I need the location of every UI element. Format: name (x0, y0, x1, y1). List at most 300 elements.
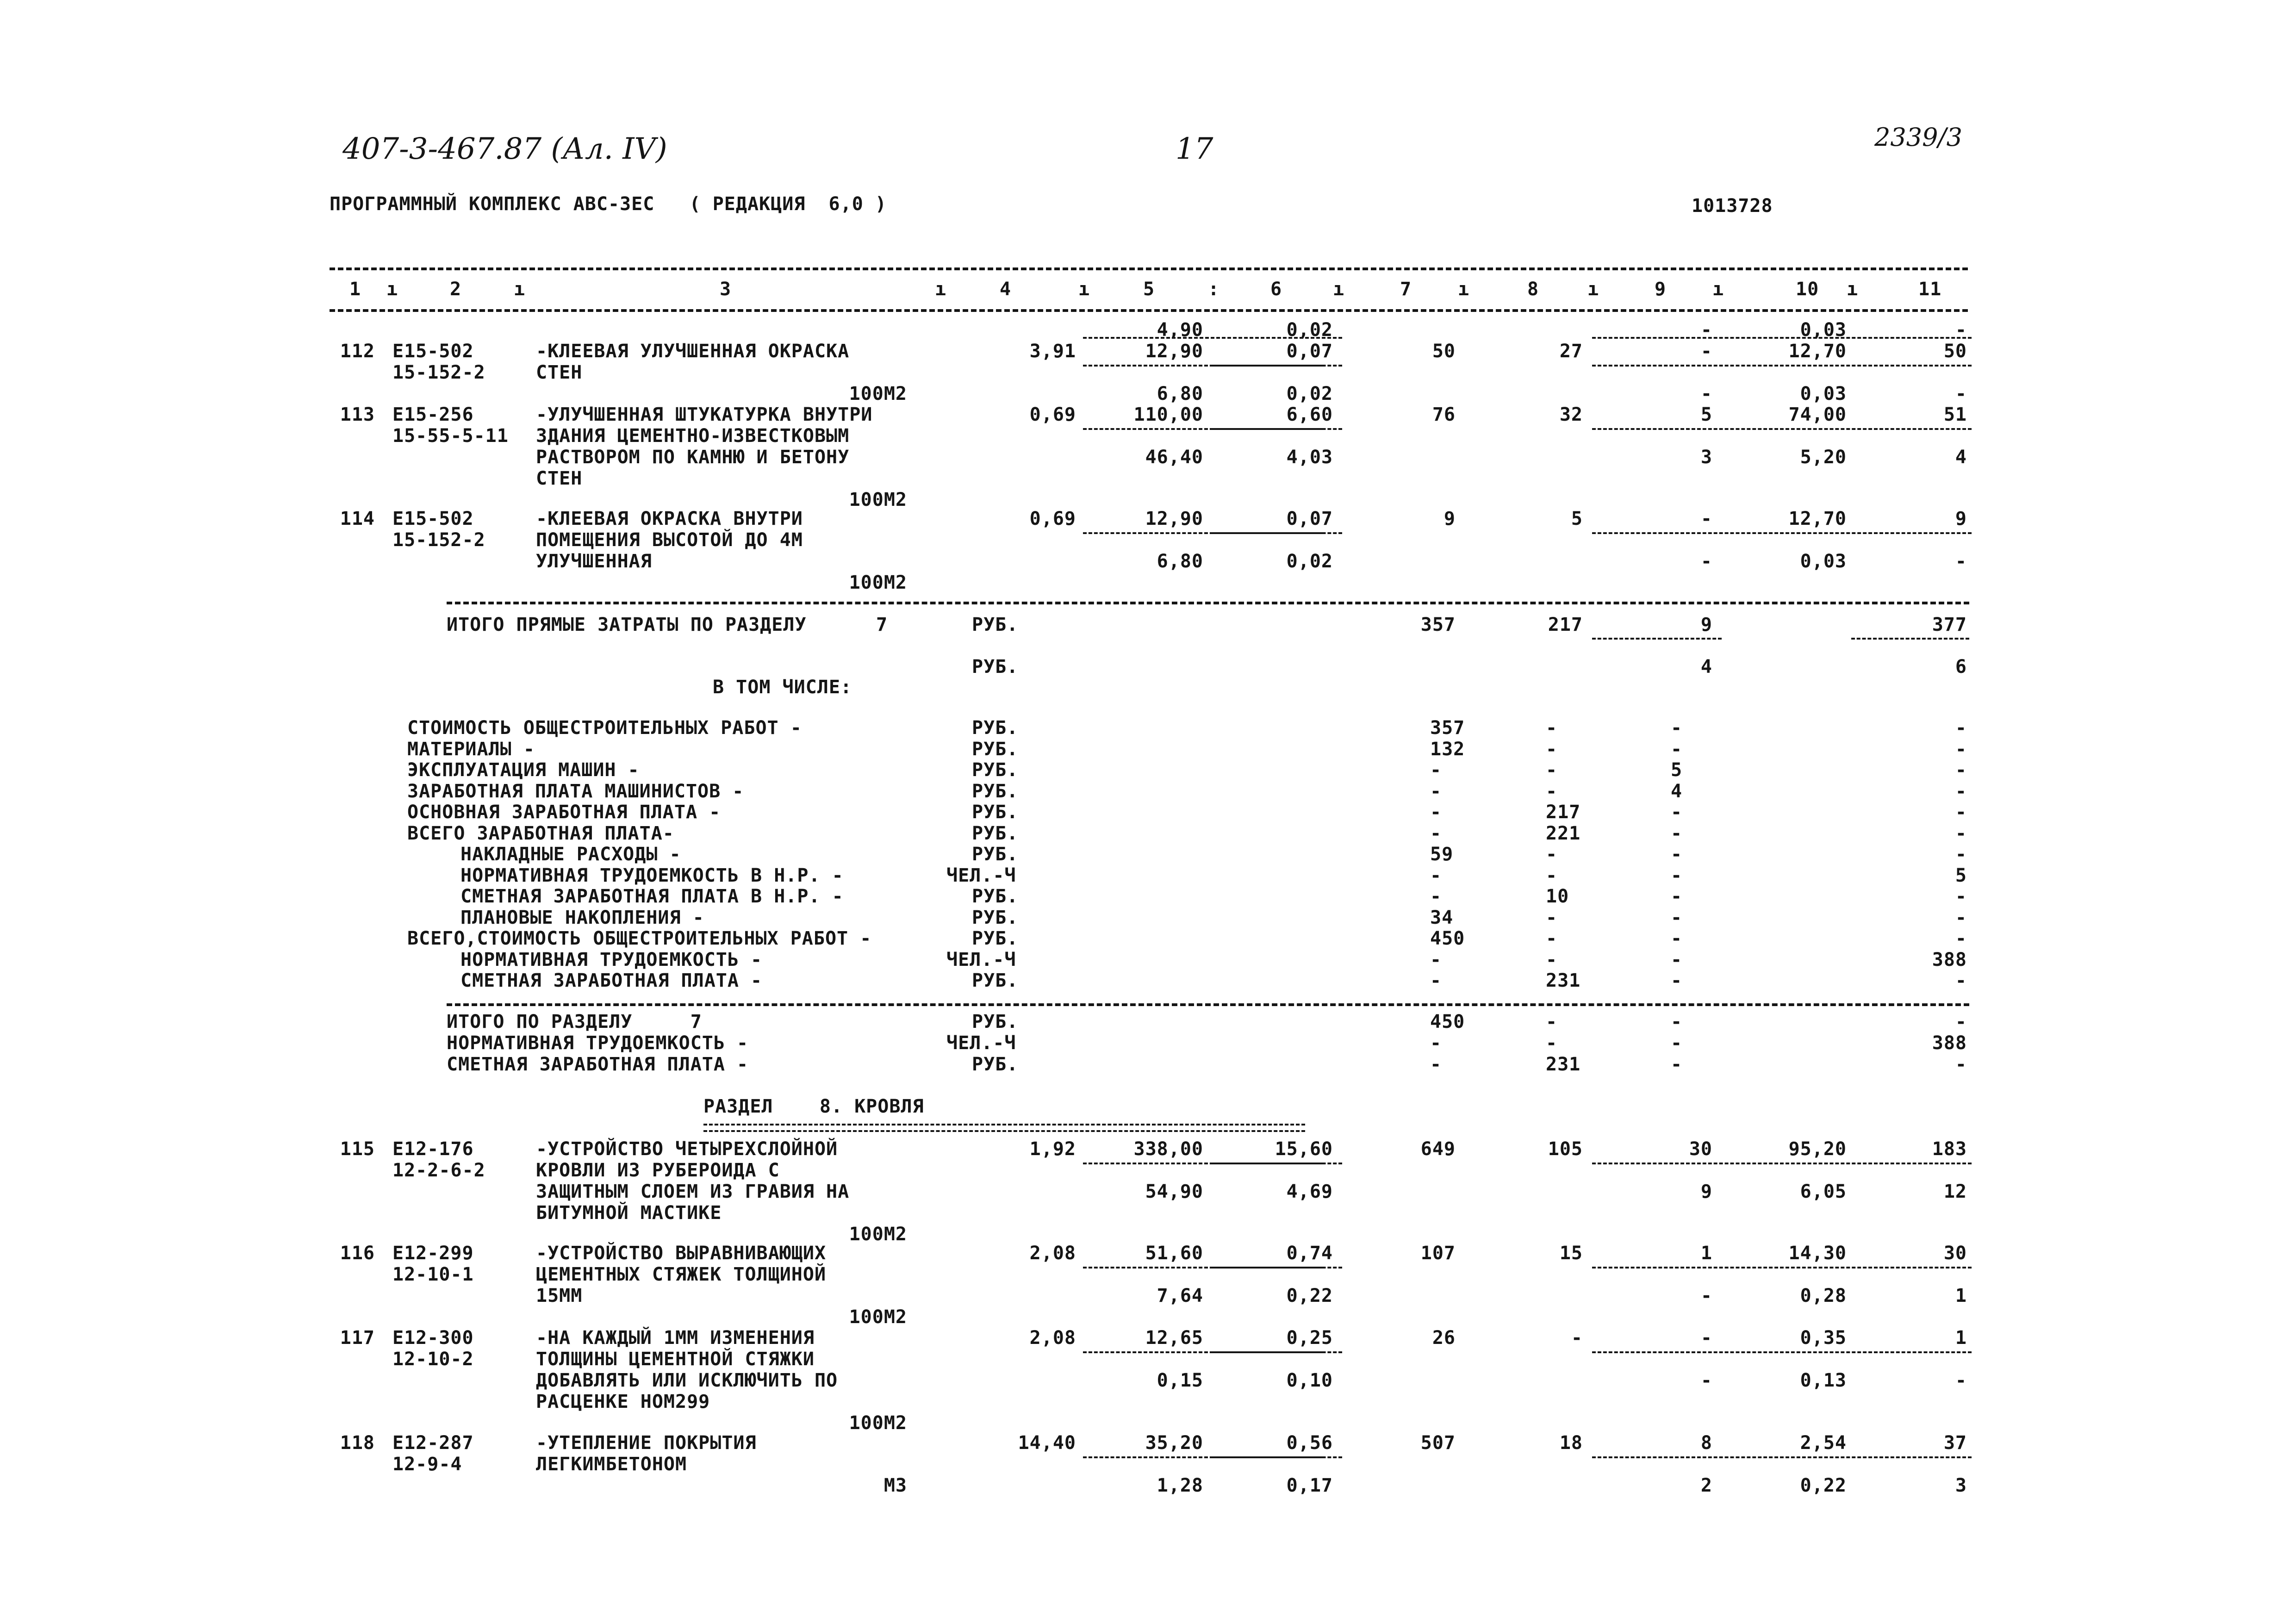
section-total-wage: - (1546, 1011, 1558, 1032)
item-col11-sub: - (1955, 1370, 1967, 1391)
cost-divider-rule (1592, 532, 1972, 534)
section-total-label: НОРМАТИВНАЯ ТРУДОЕМКОСТЬ - (447, 1032, 749, 1054)
column-header-5: 5 (1143, 279, 1155, 300)
column-separator: ı (514, 279, 526, 300)
breakdown-label: НАКЛАДНЫЕ РАСХОДЫ - (460, 844, 681, 865)
section-total-unit: ЧЕЛ.-Ч (946, 1032, 1016, 1054)
breakdown-unit: РУБ. (972, 780, 1019, 802)
item-col11: 37 (1943, 1432, 1967, 1454)
item-unit-price: 35,20 (1145, 1432, 1203, 1454)
breakdown-machines: - (1671, 886, 1683, 907)
item-machines-sub: 2 (1700, 1475, 1712, 1496)
section-total-unit: РУБ. (972, 1054, 1019, 1075)
total-machines-sub: 4 (1700, 656, 1712, 678)
price-divider-rule (1213, 1267, 1342, 1269)
item-code: Е12-287 (392, 1432, 474, 1454)
item-col11-sub: 4 (1955, 447, 1967, 468)
column-header-10: 10 (1796, 279, 1819, 300)
price-divider-rule (1213, 1456, 1342, 1458)
breakdown-machines: - (1671, 738, 1683, 760)
breakdown-wage: - (1546, 844, 1558, 865)
breakdown-wage: - (1546, 864, 1558, 886)
item-description-line: УЛУЧШЕННАЯ (536, 551, 652, 572)
item-machines: - (1700, 341, 1712, 362)
cost-divider-rule (1592, 1267, 1972, 1269)
column-separator: ı (935, 279, 947, 300)
breakdown-label: НОРМАТИВНАЯ ТРУДОЕМКОСТЬ - (460, 949, 763, 970)
item-quantity: 2,08 (1029, 1327, 1076, 1349)
item-machines: 8 (1700, 1432, 1712, 1454)
item-quantity: 1,92 (1029, 1138, 1076, 1160)
item-description-line: РАСЦЕНКЕ НОМ299 (536, 1391, 710, 1412)
breakdown-unit: РУБ. (972, 717, 1019, 739)
breakdown-wage: 221 (1546, 822, 1581, 844)
breakdown-cost: - (1430, 759, 1442, 781)
item-machines-sub: 9 (1700, 1181, 1712, 1202)
breakdown-cost: - (1430, 822, 1442, 844)
breakdown-col11: - (1955, 844, 1967, 865)
item-wage-price: 0,07 (1286, 508, 1333, 529)
item-unit-price: 51,60 (1145, 1243, 1203, 1264)
price-divider-rule (1083, 337, 1342, 339)
item-unit: 100М2 (849, 1224, 907, 1245)
breakdown-label: ОСНОВНАЯ ЗАРАБОТНАЯ ПЛАТА - (407, 802, 721, 823)
column-header-7: 7 (1400, 279, 1412, 300)
item-description-line: РАСТВОРОМ ПО КАМНЮ И БЕТОНУ (536, 447, 850, 468)
item-total-cost: 76 (1432, 404, 1456, 425)
item-col10: 95,20 (1788, 1138, 1847, 1160)
total-wage: 217 (1548, 614, 1583, 635)
total-col11-sub: 6 (1955, 656, 1967, 678)
item-unit-price-sub: 6,80 (1157, 551, 1203, 572)
column-separator: ı (1847, 279, 1859, 300)
breakdown-cost: - (1430, 970, 1442, 991)
item-machines-top: - (1700, 319, 1712, 341)
price-divider-rule (1213, 365, 1342, 367)
breakdown-cost: - (1430, 949, 1442, 970)
section-total-col11: - (1955, 1011, 1967, 1032)
item-wage-price: 15,60 (1275, 1138, 1333, 1160)
item-quantity: 3,91 (1029, 341, 1076, 362)
item-total-cost: 649 (1420, 1138, 1456, 1160)
item-code: Е12-300 (392, 1327, 474, 1349)
breakdown-cost: - (1430, 886, 1442, 907)
item-description-line: 15ММ (536, 1285, 583, 1306)
column-header-2: 2 (450, 279, 462, 300)
price-divider-rule (1213, 428, 1342, 430)
item-description-line: -УСТРОЙСТВО ВЫРАВНИВАЮЩИХ (536, 1243, 827, 1264)
breakdown-unit: РУБ. (972, 802, 1019, 823)
item-machines: 30 (1689, 1138, 1712, 1160)
item-number: 114 (340, 508, 375, 529)
breakdown-wage: - (1546, 907, 1558, 928)
item-col11-sub: 12 (1943, 1181, 1967, 1202)
breakdown-col11: - (1955, 738, 1967, 760)
item-description-line: -УТЕПЛЕНИЕ ПОКРЫТИЯ (536, 1432, 757, 1454)
breakdown-unit: РУБ. (972, 970, 1019, 991)
item-description-line: -КЛЕЕВАЯ ОКРАСКА ВНУТРИ (536, 508, 803, 529)
item-number: 112 (340, 341, 375, 362)
breakdown-col11: - (1955, 928, 1967, 949)
item-wage-price: 0,07 (1286, 341, 1333, 362)
price-divider-rule (1213, 532, 1342, 534)
item-col10: 74,00 (1788, 404, 1847, 425)
item-number: 117 (340, 1327, 375, 1349)
section-8-double-rule (703, 1124, 1305, 1132)
breakdown-machines: - (1671, 970, 1683, 991)
item-total-cost: 26 (1432, 1327, 1456, 1349)
section-total-label: ИТОГО ПО РАЗДЕЛУ 7 (447, 1011, 702, 1032)
breakdown-label: ВСЕГО,СТОИМОСТЬ ОБЩЕСТРОИТЕЛЬНЫХ РАБОТ - (407, 928, 872, 949)
breakdown-wage: 217 (1546, 802, 1581, 823)
breakdown-machines: - (1671, 822, 1683, 844)
column-separator: ı (1458, 279, 1470, 300)
item-description-line: -УСТРОЙСТВО ЧЕТЫРЕХСЛОЙНОЙ (536, 1138, 838, 1160)
item-machines-sub: - (1700, 551, 1712, 572)
item-ref: 15-55-5-11 (392, 425, 509, 447)
item-unit-price-sub: 7,64 (1157, 1285, 1203, 1306)
item-total-wage: 18 (1559, 1432, 1583, 1454)
item-wage-price-top: 0,02 (1286, 319, 1333, 341)
item-total-cost: 107 (1420, 1243, 1456, 1264)
breakdown-unit: ЧЕЛ.-Ч (946, 864, 1016, 886)
item-code: Е12-176 (392, 1138, 474, 1160)
cost-divider-rule (1592, 1351, 1972, 1353)
item-code: Е12-299 (392, 1243, 474, 1264)
item-total-wage: 27 (1559, 341, 1583, 362)
breakdown-unit: РУБ. (972, 844, 1019, 865)
item-description-line: КРОВЛИ ИЗ РУБЕРОИДА С (536, 1160, 780, 1181)
item-col11-top: - (1955, 319, 1967, 341)
item-description-line: ЦЕМЕНТНЫХ СТЯЖЕК ТОЛЩИНОЙ (536, 1264, 827, 1285)
item-unit-price: 12,65 (1145, 1327, 1203, 1349)
breakdown-cost: 357 (1430, 717, 1465, 739)
item-col11-sub: - (1955, 383, 1967, 404)
breakdown-machines: - (1671, 864, 1683, 886)
item-col11: 50 (1943, 341, 1967, 362)
item-machines: 5 (1700, 404, 1712, 425)
item-col10-sub: 0,22 (1800, 1475, 1847, 1496)
item-unit-price: 110,00 (1133, 404, 1203, 425)
breakdown-col11: - (1955, 802, 1967, 823)
breakdown-col11: 5 (1955, 864, 1967, 886)
item-unit-price: 12,90 (1145, 341, 1203, 362)
item-quantity: 0,69 (1029, 404, 1076, 425)
breakdown-machines: 4 (1671, 780, 1683, 802)
item-description-line: ТОЛЩИНЫ ЦЕМЕНТНОЙ СТЯЖКИ (536, 1349, 815, 1370)
item-col11: 9 (1955, 508, 1967, 529)
item-description-line: ЛЕГКИМБЕТОНОМ (536, 1454, 687, 1475)
breakdown-wage: 10 (1546, 886, 1569, 907)
item-quantity: 2,08 (1029, 1243, 1076, 1264)
column-separator: ı (1078, 279, 1090, 300)
breakdown-machines: - (1671, 907, 1683, 928)
item-col11: 30 (1943, 1243, 1967, 1264)
item-wage-price: 0,56 (1286, 1432, 1333, 1454)
item-description-line: СТЕН (536, 362, 583, 383)
item-unit: 100М2 (849, 489, 907, 510)
item-col11-sub: 3 (1955, 1475, 1967, 1496)
item-unit: М3 (884, 1475, 907, 1496)
item-number: 115 (340, 1138, 375, 1160)
item-wage-price: 0,25 (1286, 1327, 1333, 1349)
item-unit-price-sub: 6,80 (1157, 383, 1203, 404)
column-header-bottom-rule (330, 309, 1968, 312)
handwritten-sheet-ref: 2339/3 (1874, 123, 1962, 152)
item-number: 113 (340, 404, 375, 425)
item-description-line: -УЛУЧШЕННАЯ ШТУКАТУРКА ВНУТРИ (536, 404, 873, 425)
item-total-cost: 507 (1420, 1432, 1456, 1454)
item-wage-price-sub: 4,69 (1286, 1181, 1333, 1202)
total-sub-rule (1592, 638, 1722, 640)
cost-divider-rule (1592, 428, 1972, 430)
breakdown-col11: - (1955, 970, 1967, 991)
column-header-9: 9 (1655, 279, 1667, 300)
section-8-heading: РАЗДЕЛ 8. КРОВЛЯ (703, 1096, 924, 1117)
item-col10: 2,54 (1800, 1432, 1847, 1454)
total-machines: 9 (1700, 614, 1712, 635)
item-wage-price: 0,74 (1286, 1243, 1333, 1264)
breakdown-wage: - (1546, 738, 1558, 760)
item-quantity: 14,40 (1018, 1432, 1076, 1454)
item-col11: 1 (1955, 1327, 1967, 1349)
item-description-line: ЗАЩИТНЫМ СЛОЕМ ИЗ ГРАВИЯ НА (536, 1181, 850, 1202)
cost-divider-rule (1592, 365, 1972, 367)
table-top-rule (330, 267, 1968, 270)
item-description-line: СТЕН (536, 468, 583, 489)
item-description-line: БИТУМНОЙ МАСТИКЕ (536, 1202, 722, 1224)
total-cost: 357 (1420, 614, 1456, 635)
item-col10: 0,35 (1800, 1327, 1847, 1349)
breakdown-col11: - (1955, 907, 1967, 928)
cost-divider-rule (1592, 337, 1972, 339)
breakdown-label: ВСЕГО ЗАРАБОТНАЯ ПЛАТА- (407, 822, 674, 844)
breakdown-machines: - (1671, 928, 1683, 949)
breakdown-machines: 5 (1671, 759, 1683, 781)
column-header-3: 3 (720, 279, 732, 300)
item-total-wage: 15 (1559, 1243, 1583, 1264)
item-unit-price-sub: 54,90 (1145, 1181, 1203, 1202)
item-description-line: ПОМЕЩЕНИЯ ВЫСОТОЙ ДО 4М (536, 529, 803, 551)
breakdown-col11: - (1955, 780, 1967, 802)
item-unit: 100М2 (849, 1412, 907, 1434)
item-machines: 1 (1700, 1243, 1712, 1264)
item-number: 118 (340, 1432, 375, 1454)
breakdown-col11: - (1955, 717, 1967, 739)
item-description-line: ЗДАНИЯ ЦЕМЕНТНО-ИЗВЕСТКОВЫМ (536, 425, 850, 447)
breakdown-machines: - (1671, 802, 1683, 823)
breakdown-label: ЭКСПЛУАТАЦИЯ МАШИН - (407, 759, 640, 781)
item-total-cost: 50 (1432, 341, 1456, 362)
item-unit-price: 12,90 (1145, 508, 1203, 529)
item-ref: 12-9-4 (392, 1454, 462, 1475)
breakdown-cost: - (1430, 864, 1442, 886)
item-col10: 14,30 (1788, 1243, 1847, 1264)
item-total-wage: 105 (1548, 1138, 1583, 1160)
item-wage-price-sub: 0,02 (1286, 383, 1333, 404)
total-label: ИТОГО ПРЯМЫЕ ЗАТРАТЫ ПО РАЗДЕЛУ 7 (447, 614, 888, 635)
breakdown-wage: - (1546, 928, 1558, 949)
section-total-unit: РУБ. (972, 1011, 1019, 1032)
section-total-machines: - (1671, 1054, 1683, 1075)
breakdown-wage: - (1546, 780, 1558, 802)
total-unit: РУБ. (972, 614, 1019, 635)
column-separator: ı (1333, 279, 1345, 300)
item-col10-sub: 5,20 (1800, 447, 1847, 468)
item-description-line: ДОБАВЛЯТЬ ИЛИ ИСКЛЮЧИТЬ ПО (536, 1370, 838, 1391)
section-total-cost: - (1430, 1054, 1442, 1075)
item-total-wage: - (1571, 1327, 1583, 1349)
breakdown-col11: - (1955, 822, 1967, 844)
breakdown-unit: РУБ. (972, 886, 1019, 907)
item-col10-sub: 6,05 (1800, 1181, 1847, 1202)
column-separator: ı (1587, 279, 1599, 300)
item-quantity: 0,69 (1029, 508, 1076, 529)
item-wage-price-sub: 0,22 (1286, 1285, 1333, 1306)
breakdown-cost: 450 (1430, 928, 1465, 949)
breakdown-machines: - (1671, 717, 1683, 739)
column-separator: ı (386, 279, 398, 300)
breakdown-label: СМЕТНАЯ ЗАРАБОТНАЯ ПЛАТА - (460, 970, 763, 991)
section-total-label: СМЕТНАЯ ЗАРАБОТНАЯ ПЛАТА - (447, 1054, 749, 1075)
section-total-rule (447, 1003, 1969, 1006)
program-header: ПРОГРАММНЫЙ КОМПЛЕКС АВС-3ЕС ( РЕДАКЦИЯ 6,0 ) (330, 193, 887, 215)
item-unit-price: 338,00 (1133, 1138, 1203, 1160)
column-header-11: 11 (1918, 279, 1942, 300)
breakdown-wage: - (1546, 717, 1558, 739)
breakdown-label: СТОИМОСТЬ ОБЩЕСТРОИТЕЛЬНЫХ РАБОТ - (407, 717, 802, 739)
breakdown-label: СМЕТНАЯ ЗАРАБОТНАЯ ПЛАТА В Н.Р. - (460, 886, 844, 907)
item-machines-sub: 3 (1700, 447, 1712, 468)
breakdown-unit: РУБ. (972, 822, 1019, 844)
section-total-col11: - (1955, 1054, 1967, 1075)
item-wage-price-sub: 0,02 (1286, 551, 1333, 572)
item-code: Е15-502 (392, 341, 474, 362)
item-unit: 100М2 (849, 1306, 907, 1328)
item-col11: 51 (1943, 404, 1967, 425)
breakdown-col11: - (1955, 886, 1967, 907)
section-total-cost: 450 (1430, 1011, 1465, 1032)
price-divider-rule (1213, 1351, 1342, 1353)
item-ref: 12-10-1 (392, 1264, 474, 1285)
item-total-wage: 32 (1559, 404, 1583, 425)
item-wage-price-sub: 4,03 (1286, 447, 1333, 468)
cost-divider-rule (1592, 1456, 1972, 1458)
section-total-cost: - (1430, 1032, 1442, 1054)
breakdown-label: МАТЕРИАЛЫ - (407, 738, 535, 760)
item-ref: 15-152-2 (392, 529, 485, 551)
breakdown-cost: 59 (1430, 844, 1454, 865)
breakdown-machines: - (1671, 844, 1683, 865)
breakdown-unit: ЧЕЛ.-Ч (946, 949, 1016, 970)
item-number: 116 (340, 1243, 375, 1264)
breakdown-label: ЗАРАБОТНАЯ ПЛАТА МАШИНИСТОВ - (407, 780, 744, 802)
handwritten-page-number: 17 (1176, 132, 1213, 166)
item-machines: - (1700, 1327, 1712, 1349)
breakdown-cost: 34 (1430, 907, 1454, 928)
cost-divider-rule (1592, 1163, 1972, 1164)
breakdown-cost: - (1430, 802, 1442, 823)
section-total-col11: 388 (1932, 1032, 1967, 1054)
item-unit: 100М2 (849, 572, 907, 593)
item-machines-sub: - (1700, 383, 1712, 404)
item-unit-price-top: 4,90 (1157, 319, 1203, 341)
item-ref: 12-2-6-2 (392, 1160, 485, 1181)
item-code: Е15-256 (392, 404, 474, 425)
item-description-line: -КЛЕЕВАЯ УЛУЧШЕННАЯ ОКРАСКА (536, 341, 850, 362)
item-unit: 100М2 (849, 383, 907, 404)
item-col10-sub: 0,28 (1800, 1285, 1847, 1306)
breakdown-wage: 231 (1546, 970, 1581, 991)
item-col11-sub: 1 (1955, 1285, 1967, 1306)
document-id: 1013728 (1692, 195, 1773, 217)
item-col11: 183 (1932, 1138, 1967, 1160)
item-wage-price-sub: 0,17 (1286, 1475, 1333, 1496)
breakdown-machines: - (1671, 949, 1683, 970)
section-total-machines: - (1671, 1011, 1683, 1032)
breakdown-cost: 132 (1430, 738, 1465, 760)
item-col10-sub: 0,03 (1800, 383, 1847, 404)
item-code: Е15-502 (392, 508, 474, 529)
item-machines-sub: - (1700, 1285, 1712, 1306)
breakdown-col11: 388 (1932, 949, 1967, 970)
column-header-6: 6 (1270, 279, 1282, 300)
column-header-8: 8 (1527, 279, 1539, 300)
item-col10: 12,70 (1788, 508, 1847, 529)
total-sub-rule (1851, 638, 1969, 640)
breakdown-unit: РУБ. (972, 738, 1019, 760)
item-total-cost: 9 (1444, 508, 1456, 529)
price-divider-rule (1213, 1163, 1342, 1164)
item-ref: 15-152-2 (392, 362, 485, 383)
item-col10-sub: 0,03 (1800, 551, 1847, 572)
section-total-machines: - (1671, 1032, 1683, 1054)
item-col10: 12,70 (1788, 341, 1847, 362)
column-separator: ı (1712, 279, 1724, 300)
item-machines: - (1700, 508, 1712, 529)
item-col11-sub: - (1955, 551, 1967, 572)
breakdown-unit: РУБ. (972, 759, 1019, 781)
breakdown-unit: РУБ. (972, 928, 1019, 949)
item-unit-price-sub: 0,15 (1157, 1370, 1203, 1391)
item-description-line: -НА КАЖДЫЙ 1ММ ИЗМЕНЕНИЯ (536, 1327, 815, 1349)
section-total-wage: - (1546, 1032, 1558, 1054)
breakdown-label: ПЛАНОВЫЕ НАКОПЛЕНИЯ - (460, 907, 704, 928)
breakdown-unit: РУБ. (972, 907, 1019, 928)
item-unit-price-sub: 1,28 (1157, 1475, 1203, 1496)
handwritten-doc-code: 407-3-467.87 (Ал. IV) (342, 132, 667, 166)
total-top-rule (447, 602, 1969, 604)
item-wage-price: 6,60 (1286, 404, 1333, 425)
item-col10-sub: 0,13 (1800, 1370, 1847, 1391)
breakdown-cost: - (1430, 780, 1442, 802)
column-header-1: 1 (349, 279, 361, 300)
breakdown-col11: - (1955, 759, 1967, 781)
total-col11: 377 (1932, 614, 1967, 635)
item-col10-top: 0,03 (1800, 319, 1847, 341)
section-total-wage: 231 (1546, 1054, 1581, 1075)
item-wage-price-sub: 0,10 (1286, 1370, 1333, 1391)
breakdown-wage: - (1546, 949, 1558, 970)
including-heading: В ТОМ ЧИСЛЕ: (713, 677, 852, 698)
column-separator: : (1208, 279, 1220, 300)
item-unit-price-sub: 46,40 (1145, 447, 1203, 468)
item-total-wage: 5 (1571, 508, 1583, 529)
breakdown-label: НОРМАТИВНАЯ ТРУДОЕМКОСТЬ В Н.Р. - (460, 864, 844, 886)
breakdown-wage: - (1546, 759, 1558, 781)
item-machines-sub: - (1700, 1370, 1712, 1391)
column-header-4: 4 (1000, 279, 1012, 300)
